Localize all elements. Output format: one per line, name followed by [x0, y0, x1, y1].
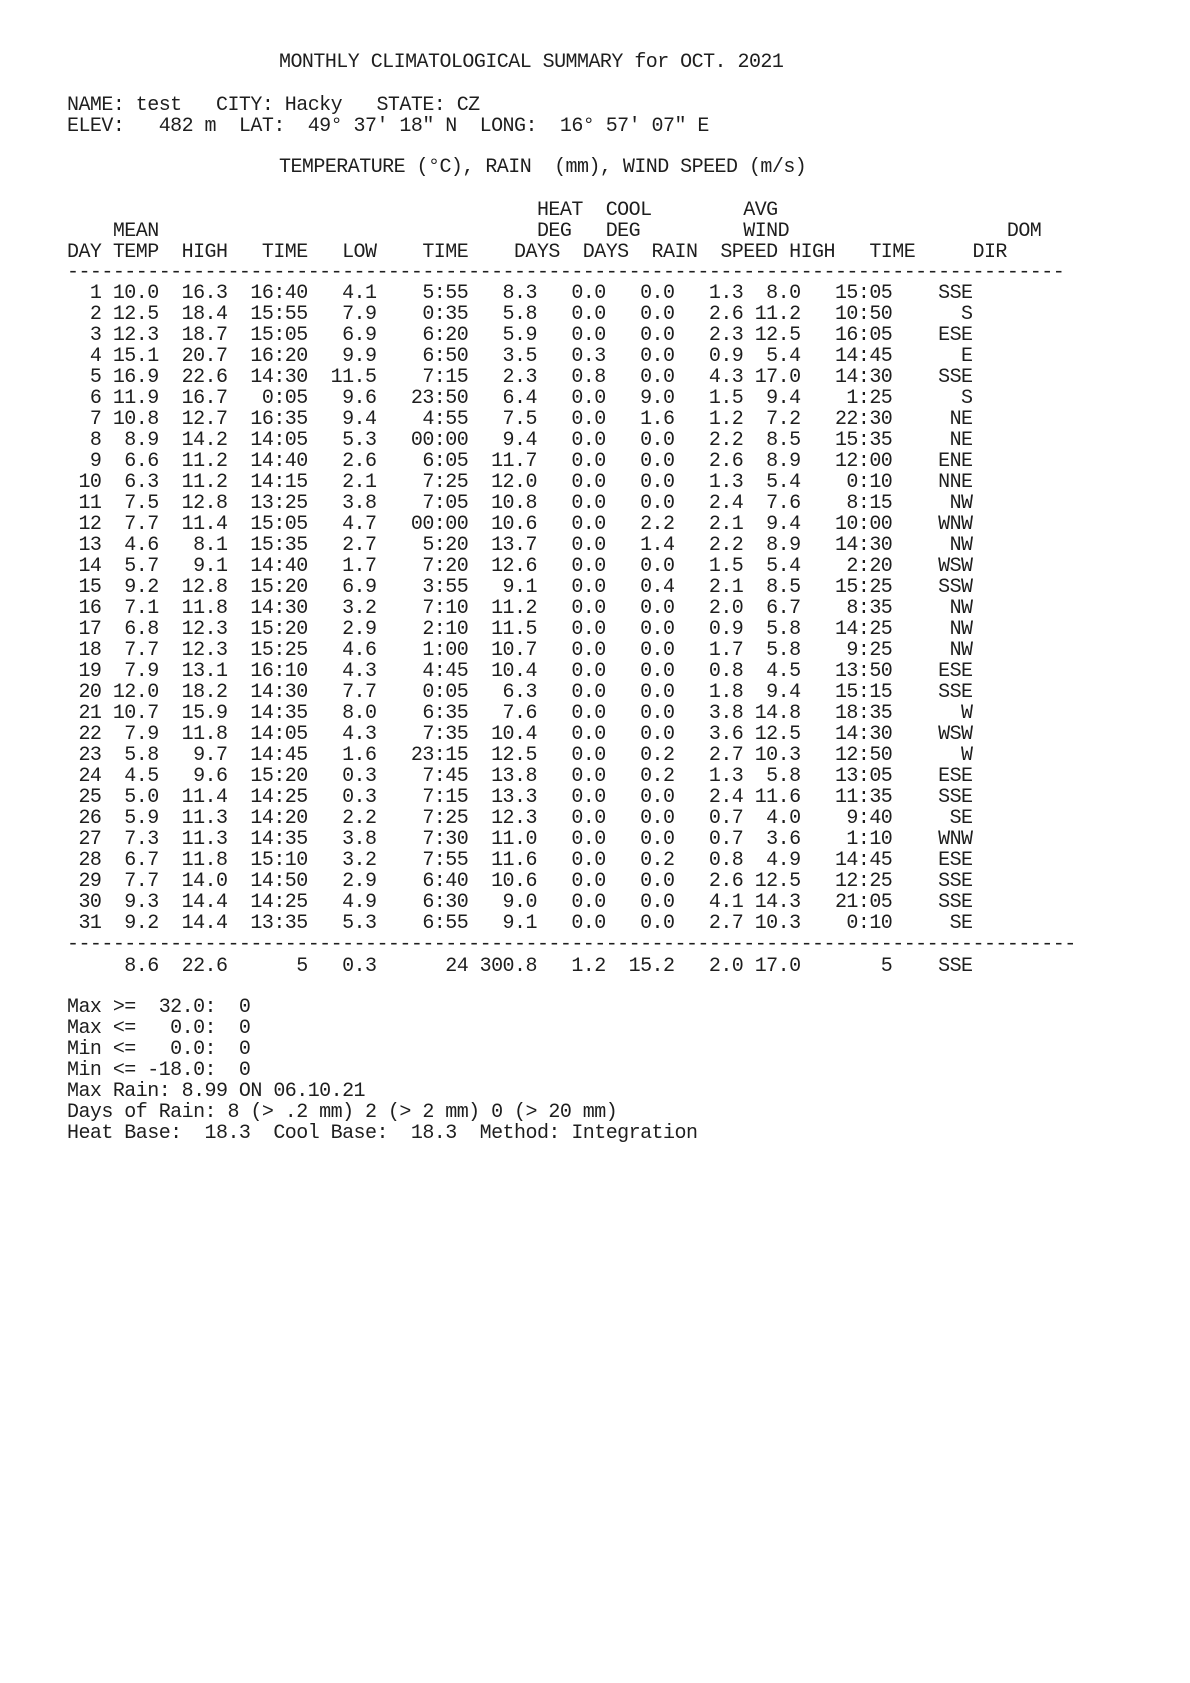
table-row: 19 7.9 13.1 16:10 4.3 4:45 10.4 0.0 0.0 0.8 4.5 13:50 ESE — [67, 660, 973, 683]
table-header-line-1: HEAT COOL AVG — [67, 199, 778, 222]
footer-line: Max <= 0.0: 0 — [67, 1017, 251, 1040]
table-row: 1 10.0 16.3 16:40 4.1 5:55 8.3 0.0 0.0 1.3 8.0 15:05 SSE — [67, 282, 973, 305]
table-row: 31 9.2 14.4 13:35 5.3 6:55 9.1 0.0 0.0 2.7 10.3 0:10 SE — [67, 912, 973, 935]
report-title: MONTHLY CLIMATOLOGICAL SUMMARY for OCT. 2021 — [279, 51, 784, 74]
footer-line: Days of Rain: 8 (> .2 mm) 2 (> 2 mm) 0 (> 20 mm) — [67, 1101, 618, 1124]
table-row: 4 15.1 20.7 16:20 9.9 6:50 3.5 0.3 0.0 0.9 5.4 14:45 E — [67, 345, 973, 368]
table-row: 11 7.5 12.8 13:25 3.8 7:05 10.8 0.0 0.0 2.4 7.6 8:15 NW — [67, 492, 973, 515]
table-row: 29 7.7 14.0 14:50 2.9 6:40 10.6 0.0 0.0 2.6 12.5 12:25 SSE — [67, 870, 973, 893]
table-row: 15 9.2 12.8 15:20 6.9 3:55 9.1 0.0 0.4 2.1 8.5 15:25 SSW — [67, 576, 973, 599]
table-row: 12 7.7 11.4 15:05 4.7 00:00 10.6 0.0 2.2 2.1 9.4 10:00 WNW — [67, 513, 973, 536]
table-header-line-3: DAY TEMP HIGH TIME LOW TIME DAYS DAYS RAIN SPEED HIGH TIME DIR — [67, 241, 1007, 264]
table-row: 6 11.9 16.7 0:05 9.6 23:50 6.4 0.0 9.0 1.5 9.4 1:25 S — [67, 387, 973, 410]
table-row: 20 12.0 18.2 14:30 7.7 0:05 6.3 0.0 0.0 1.8 9.4 15:15 SSE — [67, 681, 973, 704]
table-row: 25 5.0 11.4 14:25 0.3 7:15 13.3 0.0 0.0 2.4 11.6 11:35 SSE — [67, 786, 973, 809]
table-row: 9 6.6 11.2 14:40 2.6 6:05 11.7 0.0 0.0 2.6 8.9 12:00 ENE — [67, 450, 973, 473]
table-row: 2 12.5 18.4 15:55 7.9 0:35 5.8 0.0 0.0 2.6 11.2 10:50 S — [67, 303, 973, 326]
table-row: 27 7.3 11.3 14:35 3.8 7:30 11.0 0.0 0.0 0.7 3.6 1:10 WNW — [67, 828, 973, 851]
footer-line: Min <= -18.0: 0 — [67, 1059, 251, 1082]
totals-row: 8.6 22.6 5 0.3 24 300.8 1.2 15.2 2.0 17.0 5 SSE — [67, 955, 973, 978]
table-row: 21 10.7 15.9 14:35 8.0 6:35 7.6 0.0 0.0 3.8 14.8 18:35 W — [67, 702, 973, 725]
units-line: TEMPERATURE (°C), RAIN (mm), WIND SPEED (m/s) — [279, 156, 807, 179]
table-row: 22 7.9 11.8 14:05 4.3 7:35 10.4 0.0 0.0 3.6 12.5 14:30 WSW — [67, 723, 973, 746]
station-info-line: NAME: test CITY: Hacky STATE: CZ — [67, 94, 480, 117]
table-row: 16 7.1 11.8 14:30 3.2 7:10 11.2 0.0 0.0 2.0 6.7 8:35 NW — [67, 597, 973, 620]
location-info-line: ELEV: 482 m LAT: 49° 37' 18" N LONG: 16° 57' 07" E — [67, 115, 709, 138]
table-separator-bottom: ---------------------------------------------------------------------------------------- — [67, 933, 1076, 956]
footer-line: Min <= 0.0: 0 — [67, 1038, 251, 1061]
table-row: 10 6.3 11.2 14:15 2.1 7:25 12.0 0.0 0.0 1.3 5.4 0:10 NNE — [67, 471, 973, 494]
table-separator-top: --------------------------------------------------------------------------------------- — [67, 261, 1065, 284]
table-row: 18 7.7 12.3 15:25 4.6 1:00 10.7 0.0 0.0 1.7 5.8 9:25 NW — [67, 639, 973, 662]
footer-line: Max Rain: 8.99 ON 06.10.21 — [67, 1080, 366, 1103]
footer-line: Max >= 32.0: 0 — [67, 996, 251, 1019]
table-row: 7 10.8 12.7 16:35 9.4 4:55 7.5 0.0 1.6 1.2 7.2 22:30 NE — [67, 408, 973, 431]
table-row: 23 5.8 9.7 14:45 1.6 23:15 12.5 0.0 0.2 2.7 10.3 12:50 W — [67, 744, 973, 767]
table-row: 17 6.8 12.3 15:20 2.9 2:10 11.5 0.0 0.0 0.9 5.8 14:25 NW — [67, 618, 973, 641]
table-row: 24 4.5 9.6 15:20 0.3 7:45 13.8 0.0 0.2 1.3 5.8 13:05 ESE — [67, 765, 973, 788]
footer-line: Heat Base: 18.3 Cool Base: 18.3 Method: Integration — [67, 1122, 698, 1145]
table-header-line-2: MEAN DEG DEG WIND DOM — [67, 220, 1042, 243]
table-row: 30 9.3 14.4 14:25 4.9 6:30 9.0 0.0 0.0 4.1 14.3 21:05 SSE — [67, 891, 973, 914]
table-row: 13 4.6 8.1 15:35 2.7 5:20 13.7 0.0 1.4 2.2 8.9 14:30 NW — [67, 534, 973, 557]
table-row: 26 5.9 11.3 14:20 2.2 7:25 12.3 0.0 0.0 0.7 4.0 9:40 SE — [67, 807, 973, 830]
table-row: 3 12.3 18.7 15:05 6.9 6:20 5.9 0.0 0.0 2.3 12.5 16:05 ESE — [67, 324, 973, 347]
table-row: 8 8.9 14.2 14:05 5.3 00:00 9.4 0.0 0.0 2.2 8.5 15:35 NE — [67, 429, 973, 452]
table-row: 28 6.7 11.8 15:10 3.2 7:55 11.6 0.0 0.2 0.8 4.9 14:45 ESE — [67, 849, 973, 872]
table-row: 5 16.9 22.6 14:30 11.5 7:15 2.3 0.8 0.0 4.3 17.0 14:30 SSE — [67, 366, 973, 389]
table-row: 14 5.7 9.1 14:40 1.7 7:20 12.6 0.0 0.0 1.5 5.4 2:20 WSW — [67, 555, 973, 578]
